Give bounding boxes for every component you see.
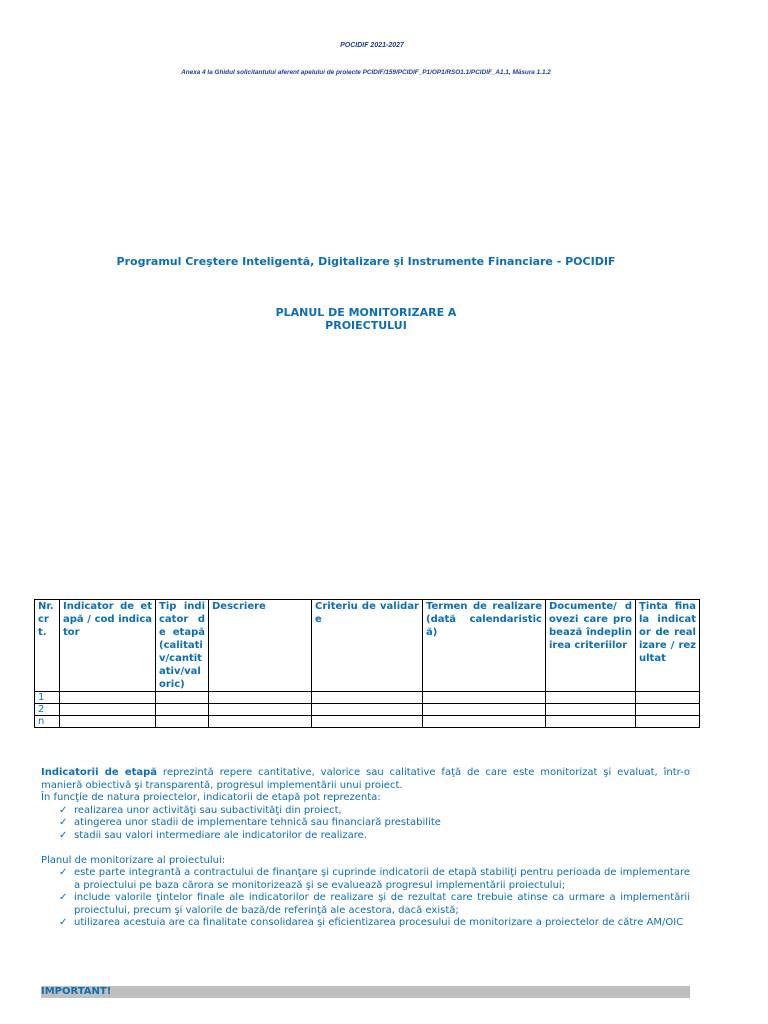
plan-heading: Planul de monitorizare al proiectului:	[41, 854, 226, 866]
list-item: ✓ include valorile ţintelor finale ale indicatorilor de realizare şi de rezultat care trebuie atinse ca urmare a implementării proiectului, precum şi valorile de bază/de referinţă ale acestora, dacă există;	[59, 892, 690, 916]
check-icon: ✓	[59, 917, 68, 928]
nature-paragraph: În funcţie de natura proiectelor, indicatorii de etapă pot reprezenta:	[41, 792, 381, 803]
intro-paragraph	[41, 767, 690, 792]
table-cell	[156, 716, 209, 728]
table-cell	[209, 692, 312, 704]
table-header-row	[35, 600, 700, 692]
row-number: 2	[35, 704, 60, 716]
header-program-code: POCIDIF 2021-2027	[340, 42, 404, 49]
indicator-list	[41, 805, 690, 843]
important-banner: IMPORTANT!	[41, 986, 690, 998]
plan-list	[41, 867, 690, 930]
column-header: Nr. crt.	[35, 600, 60, 692]
intro-term: Indicatorii de etapă	[41, 767, 158, 778]
column-header: Termen de realizare (dată calendaristică)	[423, 600, 546, 692]
check-icon: ✓	[59, 829, 68, 841]
table-cell	[312, 692, 423, 704]
table-cell	[156, 704, 209, 716]
table-cell	[546, 704, 636, 716]
column-header: Tip indicator de etapă (calitativ/cantitativ/valoric)	[156, 600, 209, 692]
table-cell	[423, 692, 546, 704]
row-number: n	[35, 716, 60, 728]
program-title: Programul Creştere Inteligentă, Digitalizare şi Instrumente Financiare - POCIDIF	[116, 255, 616, 268]
table-cell	[312, 704, 423, 716]
plan-title	[0, 306, 732, 332]
table-cell	[60, 716, 156, 728]
intro-definition: reprezintă repere cantitative, valorice sau calitative faţă de care este monitorizat şi evaluat, într-o manieră obiectivă şi transparentă, progresul implementării unui proiect.	[41, 767, 690, 791]
row-number: 1	[35, 692, 60, 704]
table-cell	[60, 692, 156, 704]
header-annex-note: Anexa 4 la Ghidul solicitantului aferent apelului de proiecte PCIDIF/159/PCIDIF_P1/OP1/RSO1.1/PCIDIF_A1.1, Măsura 1.1.2	[181, 69, 551, 76]
check-icon: ✓	[59, 867, 68, 878]
plan-title-line2: PROIECTULUI	[325, 319, 407, 332]
list-item: ✓ stadii sau valori intermediare ale indicatorilor de realizare.	[59, 829, 367, 841]
explanatory-text	[41, 767, 690, 930]
column-header: Indicator de etapă / cod indicator	[60, 600, 156, 692]
table-cell	[636, 692, 700, 704]
table-cell	[546, 716, 636, 728]
check-icon: ✓	[59, 804, 68, 816]
table-cell	[209, 716, 312, 728]
table-cell	[546, 692, 636, 704]
table-row	[35, 716, 700, 728]
table-cell	[156, 692, 209, 704]
column-header: Ţinta finala indicator de realizare / rezultat	[636, 600, 700, 692]
table-cell	[423, 704, 546, 716]
list-item: ✓ realizarea unor activităţi sau subactivităţi din proiect,	[59, 804, 342, 816]
table-cell	[312, 716, 423, 728]
list-item: ✓ este parte integrantă a contractului de finanţare şi cuprinde indicatorii de etapă stabiliţi pentru perioada de implementare a proiectului pe baza cărora se monitorizează şi se evaluează progresul implementării proiectului;	[59, 867, 690, 891]
check-icon: ✓	[59, 892, 68, 903]
list-item: ✓ utilizarea acestuia are ca finalitate consolidarea şi eficientizarea procesului de monitorizare a proiectelor de către AM/OIC	[59, 917, 684, 928]
table-row	[35, 692, 700, 704]
plan-title-line1: PLANUL DE MONITORIZARE A	[275, 306, 457, 319]
column-header: Criteriu de validare	[312, 600, 423, 692]
table-cell	[209, 704, 312, 716]
table-cell	[636, 716, 700, 728]
check-icon: ✓	[59, 817, 68, 828]
table-row	[35, 704, 700, 716]
table-cell	[423, 716, 546, 728]
column-header: Descriere	[209, 600, 312, 692]
table-cell	[60, 704, 156, 716]
monitoring-table	[34, 599, 700, 728]
table-cell	[636, 704, 700, 716]
list-item: ✓ atingerea unor stadii de implementare tehnică sau financiară prestabilite	[59, 817, 441, 828]
column-header: Documente/ dovezi care probează îndeplinirea criteriilor	[546, 600, 636, 692]
